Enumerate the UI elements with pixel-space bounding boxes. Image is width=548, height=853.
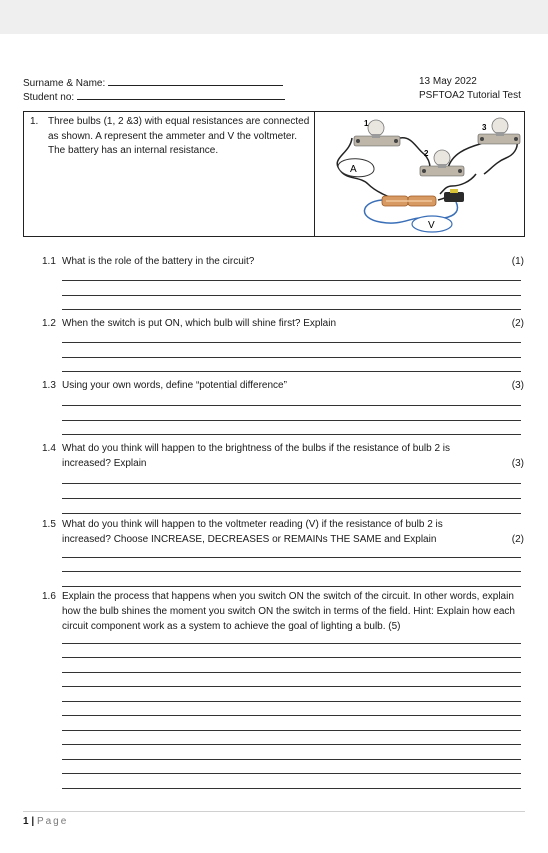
answer-line[interactable] xyxy=(62,657,521,658)
answer-line[interactable] xyxy=(62,420,521,421)
question-number: 1.5 xyxy=(42,519,56,530)
question-1-box xyxy=(23,111,525,237)
question-text: What do you think will happen to the voltmeter reading (V) if the resistance of bulb 2 is increased? Choose INCREASE, DECREASES or REMAINs THE SAME and Explain xyxy=(62,519,443,545)
answer-line[interactable] xyxy=(62,513,521,514)
question-text: Explain the process that happens when you switch ON the switch of the circuit. In other words, explain how the bulb shines the moment you switch ON the switch in terms of the field. Hint: Explain how each circuit component work as a system to achieve the goal of lighting a bulb. (5) xyxy=(62,591,515,632)
bulb-3-label: 3 xyxy=(482,123,487,132)
top-gray-bar xyxy=(0,0,548,34)
question-text: Using your own words, define “potential difference” xyxy=(62,380,287,391)
answer-line[interactable] xyxy=(62,643,521,644)
name-label: Surname & Name: xyxy=(23,78,106,89)
page-number: 1 xyxy=(23,816,29,827)
question-marks: (1) xyxy=(511,256,524,267)
bulb-1-label: 1 xyxy=(364,119,369,128)
box-divider xyxy=(314,112,315,236)
circuit-diagram xyxy=(320,114,522,234)
switch xyxy=(444,189,464,202)
question-text: When the switch is put ON, which bulb will shine first? Explain xyxy=(62,318,337,329)
question-1-6 xyxy=(42,589,524,634)
answer-line[interactable] xyxy=(62,371,521,372)
question-1-5 xyxy=(42,517,524,547)
bulb-2-label: 2 xyxy=(424,149,429,158)
question-text: What is the role of the battery in the circuit? xyxy=(62,256,255,267)
question-number: 1.4 xyxy=(42,443,56,454)
answer-line[interactable] xyxy=(62,405,521,406)
answer-line[interactable] xyxy=(62,773,521,774)
page-separator: | xyxy=(31,816,35,827)
footer-rule xyxy=(23,811,525,812)
answer-line[interactable] xyxy=(62,280,521,281)
student-blank[interactable] xyxy=(77,90,285,100)
answer-line[interactable] xyxy=(62,730,521,731)
voltmeter-label: V xyxy=(428,220,435,231)
answer-line[interactable] xyxy=(62,686,521,687)
question-number: 1.3 xyxy=(42,380,56,391)
answer-line[interactable] xyxy=(62,701,521,702)
answer-line[interactable] xyxy=(62,586,521,587)
page-footer xyxy=(23,816,68,827)
answer-line[interactable] xyxy=(62,434,521,435)
answer-line[interactable] xyxy=(62,295,521,296)
answer-line[interactable] xyxy=(62,788,521,789)
question-number: 1.6 xyxy=(42,591,56,602)
question-1-4 xyxy=(42,441,524,471)
question-1-2 xyxy=(42,316,524,331)
answer-line[interactable] xyxy=(62,498,521,499)
question-number: 1.1 xyxy=(42,256,56,267)
name-field xyxy=(23,76,283,90)
page-word: Page xyxy=(36,816,69,827)
ammeter-label: A xyxy=(350,164,357,175)
student-label: Student no: xyxy=(23,92,75,103)
test-title: PSFTOA2 Tutorial Test xyxy=(419,90,521,101)
answer-line[interactable] xyxy=(62,571,521,572)
answer-line[interactable] xyxy=(62,342,521,343)
answer-line[interactable] xyxy=(62,483,521,484)
answer-line[interactable] xyxy=(62,759,521,760)
name-blank[interactable] xyxy=(108,76,283,86)
bulb-1 xyxy=(354,120,400,146)
question-marks: (2) xyxy=(511,318,524,329)
question-marks: (3) xyxy=(511,380,524,391)
answer-line[interactable] xyxy=(62,672,521,673)
answer-line[interactable] xyxy=(62,744,521,745)
answer-line[interactable] xyxy=(62,715,521,716)
student-field xyxy=(23,90,285,104)
date-text: 13 May 2022 xyxy=(419,76,477,87)
question-1-1 xyxy=(42,254,524,269)
question-text: What do you think will happen to the brightness of the bulbs if the resistance of bulb 2 is increased? Explain xyxy=(62,443,451,469)
answer-line[interactable] xyxy=(62,557,521,558)
answer-line[interactable] xyxy=(62,309,521,310)
battery xyxy=(382,196,436,206)
question-1-text: Three bulbs (1, 2 &3) with equal resistances are connected as shown. A represent the ammeter and V the voltmeter. The battery has an internal resistance. xyxy=(48,116,310,156)
question-marks: (2) xyxy=(511,534,524,545)
answer-line[interactable] xyxy=(62,357,521,358)
question-marks: (3) xyxy=(511,458,524,469)
question-1-3 xyxy=(42,378,524,393)
question-number: 1.2 xyxy=(42,318,56,329)
question-1-number: 1. xyxy=(30,116,39,127)
